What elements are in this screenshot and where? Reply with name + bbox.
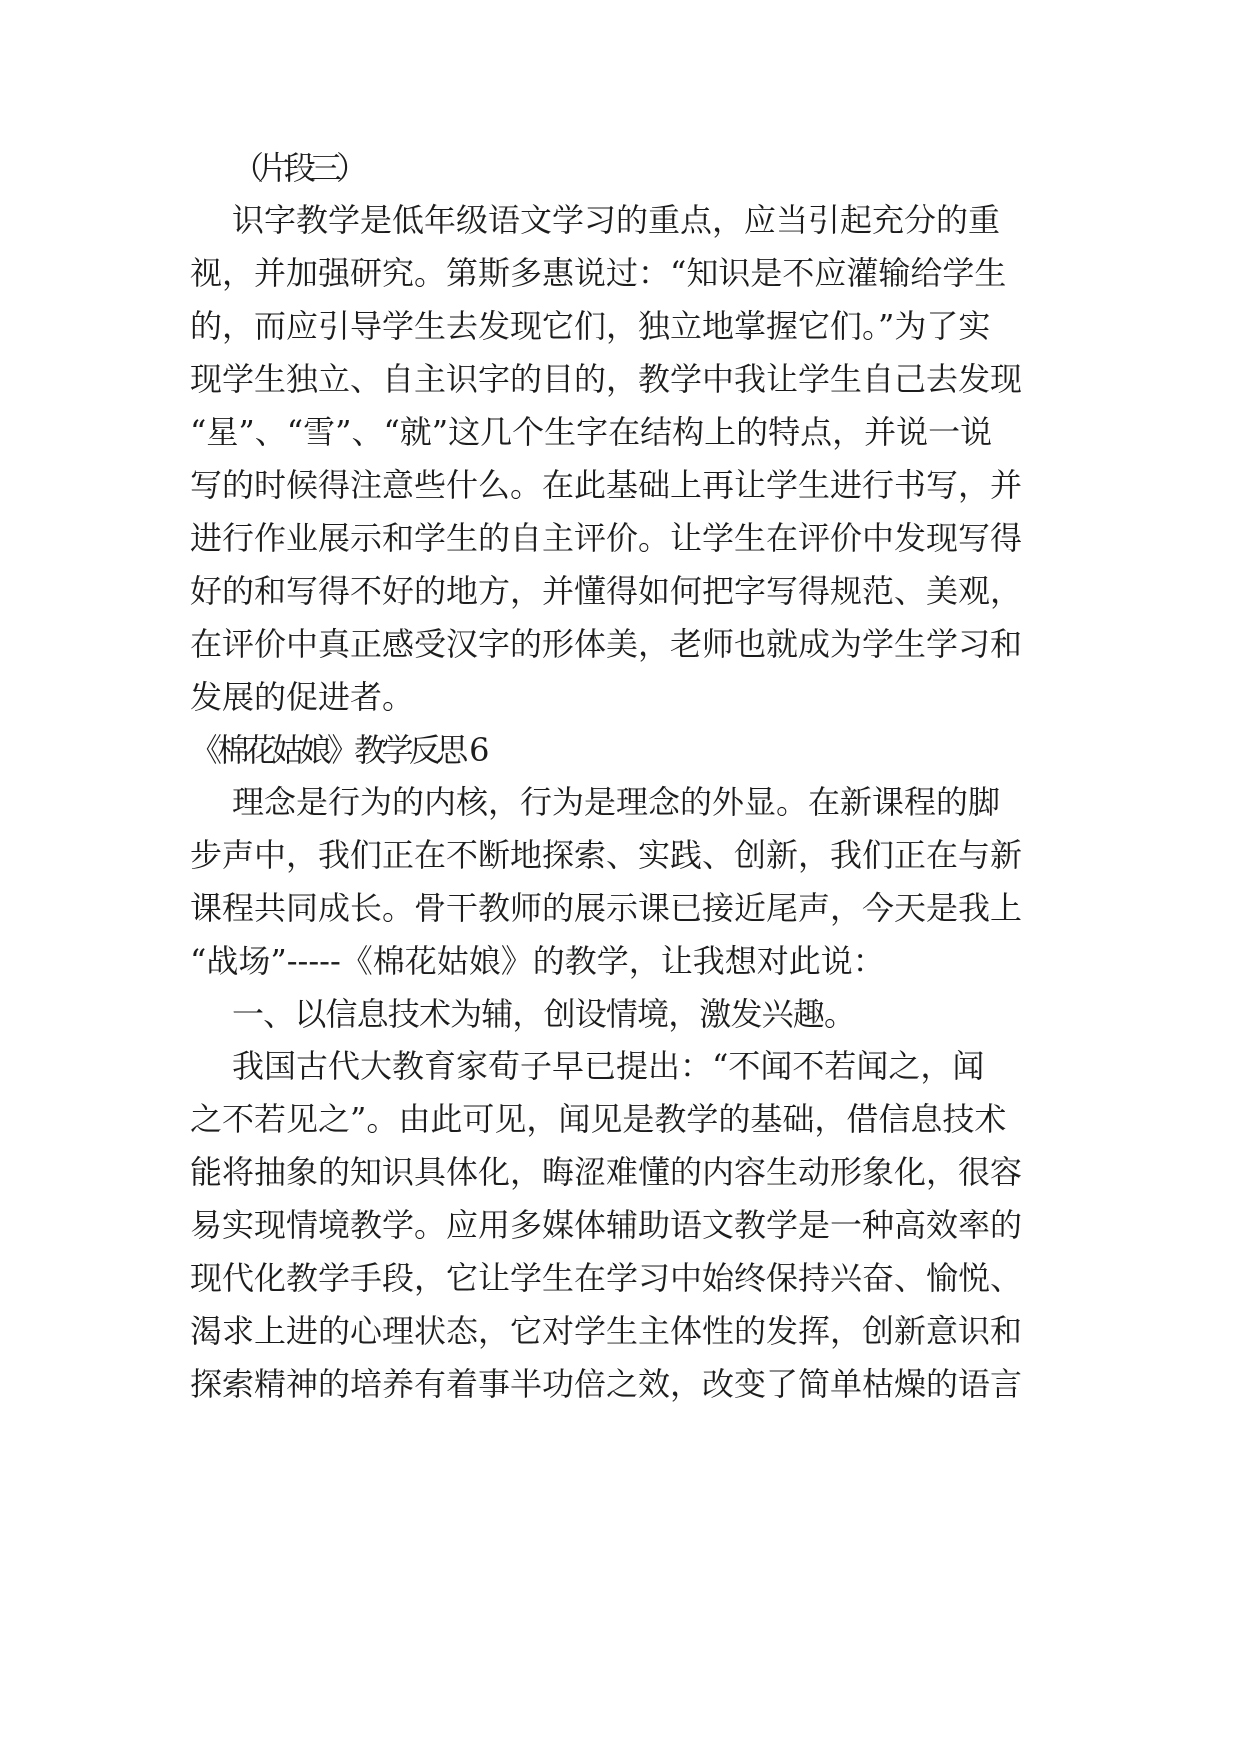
paragraph-line: 识字教学是低年级语文学习的重点，应当引起充分的重 <box>232 201 1001 239</box>
paragraph-line: 理念是行为的内核，行为是理念的外显。在新课程的脚 <box>232 783 1001 821</box>
paragraph-line: “战场”-----《棉花姑娘》的教学，让我想对此说： <box>190 942 885 980</box>
paragraph-line: 发展的促进者。 <box>190 678 415 716</box>
paragraph-line: 的，而应引导学生去发现它们，独立地掌握它们。”为了实 <box>190 307 991 345</box>
paragraph-line: 好的和写得不好的地方，并懂得如何把字写得规范、美观， <box>190 572 1023 610</box>
section-heading: 一、以信息技术为辅，创设情境，激发兴趣。 <box>232 995 856 1033</box>
paragraph-line: 视，并加强研究。第斯多惠说过：“知识是不应灌输给学生 <box>190 254 1007 292</box>
paragraph-line: 现代化教学手段，它让学生在学习中始终保持兴奋、愉悦、 <box>190 1259 1023 1297</box>
paragraph-line: 能将抽象的知识具体化，晦涩难懂的内容生动形象化，很容 <box>190 1153 1023 1191</box>
paragraph-line: 渴求上进的心理状态，它对学生主体性的发挥，创新意识和 <box>190 1312 1023 1350</box>
paragraph-line: 写的时候得注意些什么。在此基础上再让学生进行书写，并 <box>190 466 1023 504</box>
paragraph-line: 现学生独立、自主识字的目的，教学中我让学生自己去发现 <box>190 360 1023 398</box>
paragraph-line: 探索精神的培养有着事半功倍之效，改变了简单枯燥的语言 <box>190 1365 1023 1403</box>
section-heading: （片段三） <box>232 149 363 187</box>
paragraph-line: 步声中，我们正在不断地探索、实践、创新，我们正在与新 <box>190 836 1023 874</box>
paragraph-line: 在评价中真正感受汉字的形体美，老师也就成为学生学习和 <box>190 625 1023 663</box>
paragraph-line: 课程共同成长。骨干教师的展示课已接近尾声，今天是我上 <box>190 889 1023 927</box>
paragraph-line: 我国古代大教育家荀子早已提出：“不闻不若闻之，闻 <box>232 1047 985 1085</box>
paragraph-line: 易实现情境教学。应用多媒体辅助语文教学是一种高效率的 <box>190 1206 1023 1244</box>
paragraph-line: 之不若见之”。由此可见，闻见是教学的基础，借信息技术 <box>190 1100 1007 1138</box>
paragraph-line: 进行作业展示和学生的自主评价。让学生在评价中发现写得 <box>190 519 1023 557</box>
paragraph-line: “星”、“雪”、“就”这几个生字在结构上的特点，并说一说 <box>190 413 993 451</box>
section-heading: 《棉花姑娘》教学反思 6 <box>190 731 485 769</box>
